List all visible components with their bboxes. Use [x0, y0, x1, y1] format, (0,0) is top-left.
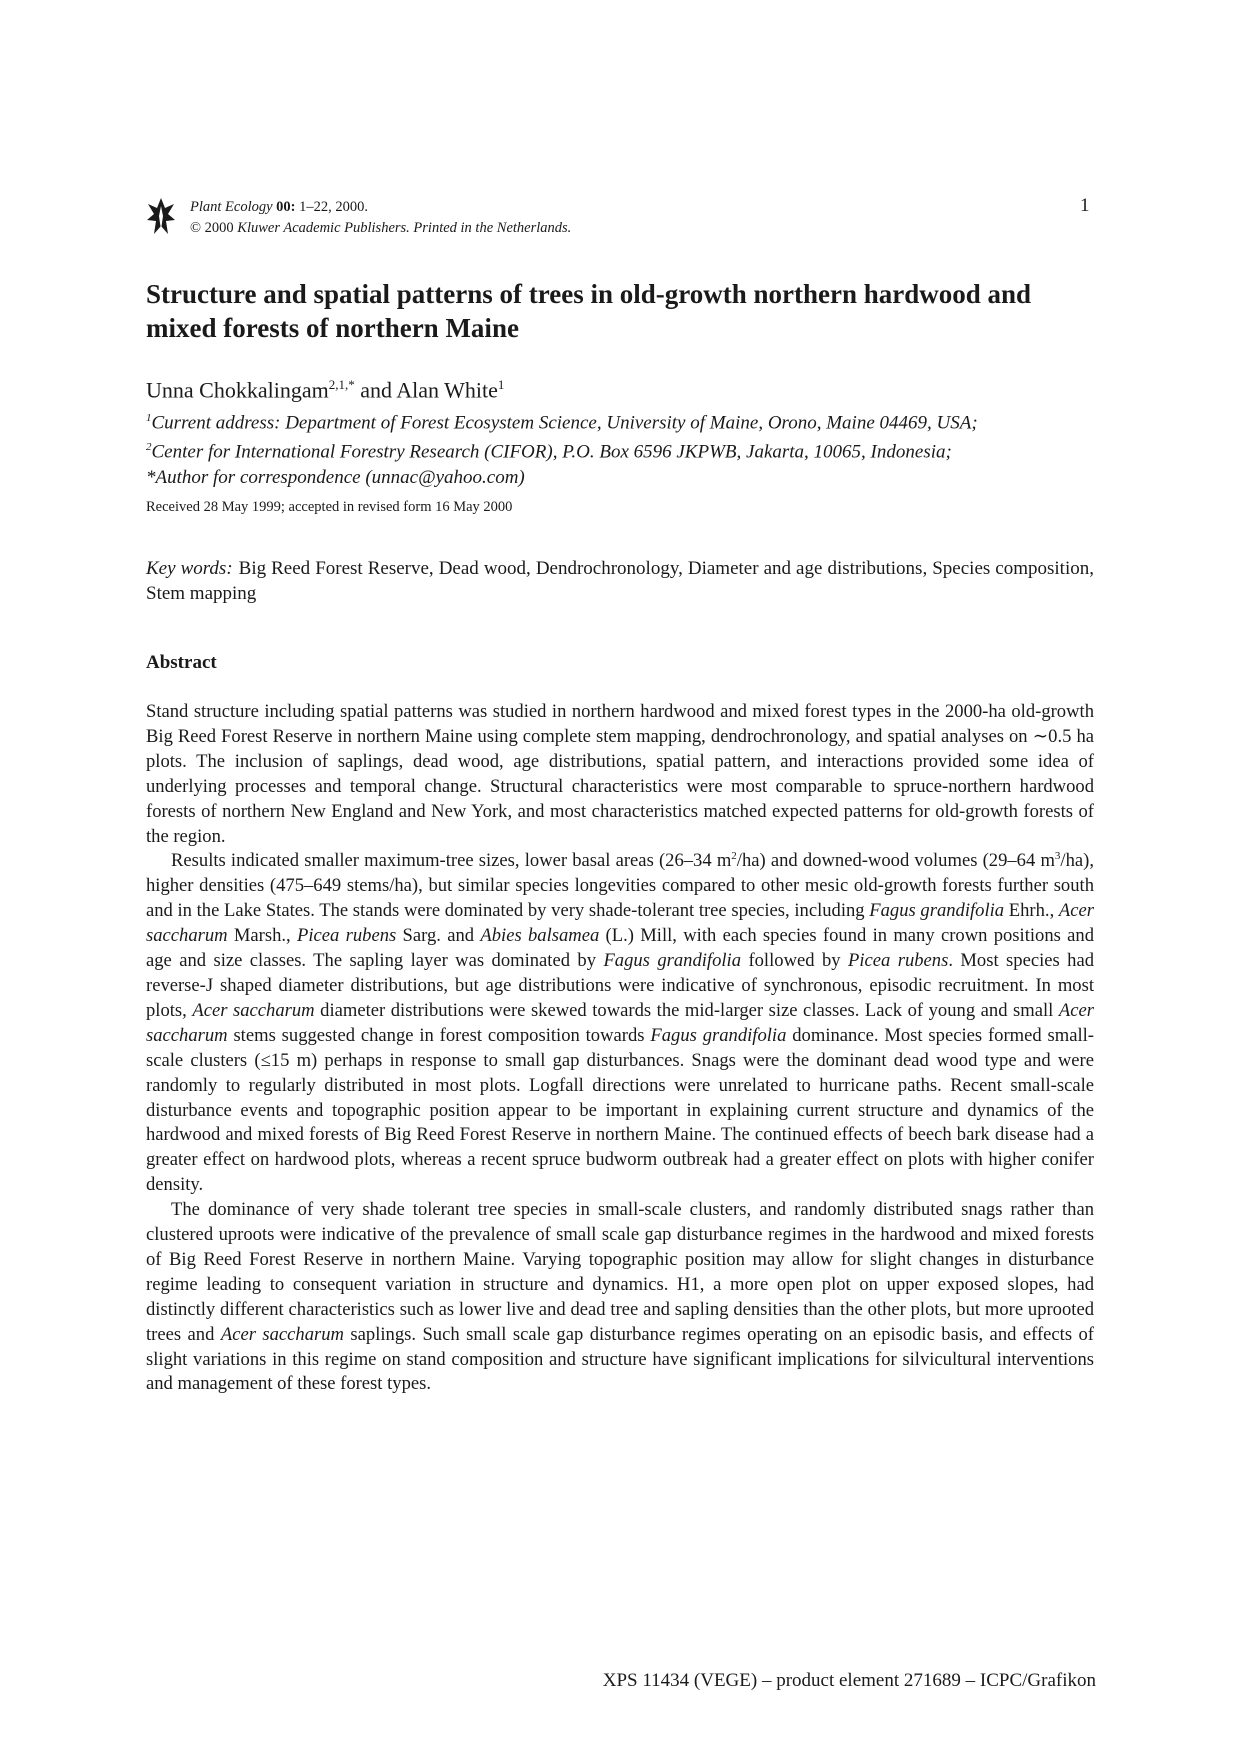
keywords-text: Big Reed Forest Reserve, Dead wood, Dendrochronology, Diameter and age distributions, Species composition, Stem mapping	[146, 558, 1094, 604]
abstract-paragraph-3: The dominance of very shade tolerant tree species in small-scale clusters, and randomly distributed snags rather than clustered uproots were indicative of the prevalence of small scale gap disturbance regimes in the hardwood and mixed forests of Big Reed Forest Reserve in northern Maine. Varying topographic position may allow for slight changes in disturbance regime leading to consequent variation in structure and dynamics. H1, a more open plot on upper exposed slopes, had distinctly different characteristics such as lower live and dead tree and sapling densities than the other plots, but more uprooted trees and Acer saccharum saplings. Such small scale gap disturbance regimes operating on an episodic basis, and effects of slight variations in this regime on stand composition and structure have significant implications for silvicultural interventions and management of these forest types.	[146, 1199, 1094, 1395]
kluwer-logo-icon	[146, 196, 176, 238]
journal-header	[190, 197, 571, 239]
page-number: 1	[1080, 195, 1090, 216]
keywords	[146, 556, 1094, 606]
affil-1-sup: 1	[146, 412, 152, 424]
article-title: Structure and spatial patterns of trees in old-growth northern hardwood and mixed forests of northern Maine	[146, 279, 1032, 343]
author-2: and Alan White	[360, 377, 498, 403]
author-2-sup: 1	[497, 377, 505, 392]
author-1: Unna Chokkalingam	[146, 377, 329, 403]
author-line	[146, 377, 504, 403]
publisher: Kluwer Academic Publishers. Printed in the Netherlands.	[237, 220, 572, 236]
received-dates: Received 28 May 1999; accepted in revised form 16 May 2000	[146, 499, 513, 515]
journal-pages: 1–22, 2000.	[299, 199, 369, 215]
author-1-sup: 2,1,*	[328, 377, 355, 392]
abstract-paragraph-1: Stand structure including spatial patterns was studied in northern hardwood and mixed forest types in the 2000-ha old-growth Big Reed Forest Reserve in northern Maine using complete stem mapping, dendrochronology, and spatial analyses on ∼0.5 ha plots. The inclusion of saplings, dead wood, age distributions, spatial pattern, and interactions provided some idea of underlying processes and temporal change. Structural characteristics were most comparable to spruce-northern hardwood forests of northern New England and New York, and most characteristics matched expected patterns for old-growth forests of the region.	[146, 701, 1094, 847]
journal-name: Plant Ecology	[190, 199, 273, 215]
abstract-paragraph-2: Results indicated smaller maximum-tree sizes, lower basal areas (26–34 $m^2/ha$) and downed-wood volumes (29–64 $m^3/ha$), higher densities (475–649 stems/ha), but similar species longevities compared to other mesic old-growth forests further south and in the Lake States. The stands were dominated by very shade-tolerant tree species, including Fagus grandifolia Ehrh., Acer saccharum Marsh., Picea rubens Sarg. and Abies balsamea (L.) Mill, with each species found in many crown positions and age and size classes. The sapling layer was dominated by Fagus grandifolia followed by Picea rubens. Most species had reverse-J shaped diameter distributions, but age distributions were indicative of synchronous, episodic recruitment. In most plots, Acer saccharum diameter distributions were skewed towards the mid-larger size classes. Lack of young and small Acer saccharum stems suggested change in forest composition towards Fagus grandifolia dominance. Most species formed small-scale clusters (≤15 m) perhaps in response to small gap disturbances. Snags were the dominant dead wood type and were randomly to regularly distributed in most plots. Logfall directions were unrelated to hurricane paths. Recent small-scale disturbance events and topographic position appear to be important in explaining current structure and dynamics of the hardwood and mixed forests of Big Reed Forest Reserve in northern Maine. The continued effects of beech bark disease had a greater effect on hardwood plots, whereas a recent spruce budworm outbreak had a greater effect on plots with higher conifer density.	[146, 850, 1095, 1196]
journal-volume: 00:	[276, 199, 296, 215]
abstract-body	[146, 700, 1094, 1397]
correspondence: *Author for correspondence (unnac@yahoo.com)	[146, 466, 525, 488]
abstract-heading: Abstract	[146, 652, 217, 673]
keywords-label: Key words:	[146, 558, 233, 579]
production-footer: XPS 11434 (VEGE) – product element 271689 – ICPC/Grafikon	[602, 1670, 1096, 1691]
affil-2: Center for International Forestry Research (CIFOR), P.O. Box 6596 JKPWB, Jakarta, 10065, Indonesia;	[151, 441, 952, 463]
affiliations	[146, 406, 1126, 490]
affil-2-sup: 2	[146, 441, 152, 454]
copyright: © 2000	[190, 220, 234, 236]
affil-1: Current address: Department of Forest Ecosystem Science, University of Maine, Orono, Maine 04469, USA;	[151, 412, 978, 434]
